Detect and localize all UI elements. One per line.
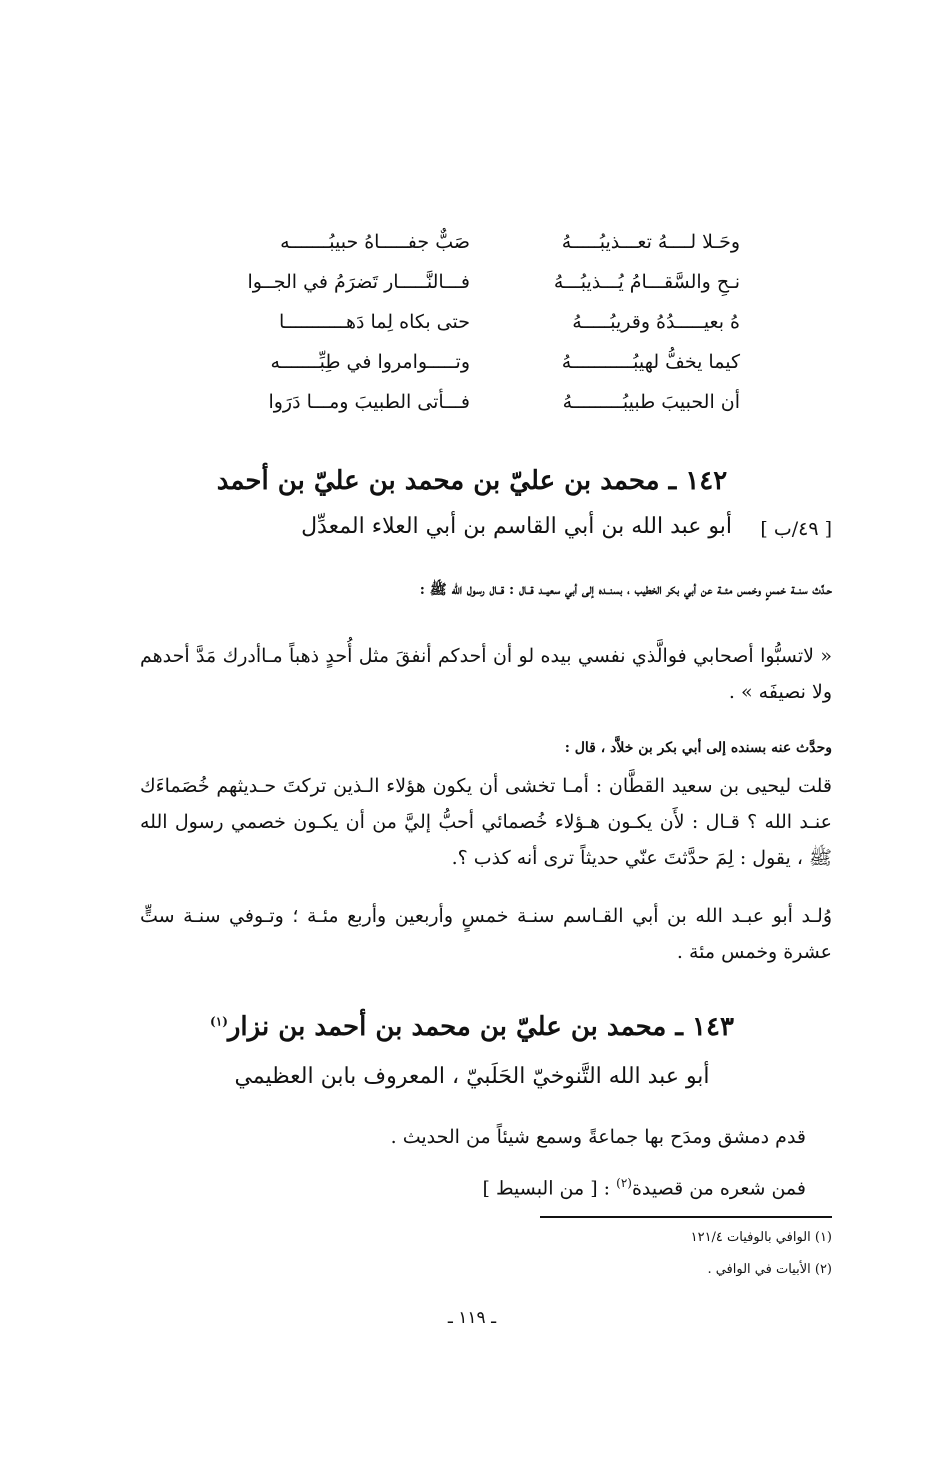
poem-verse xyxy=(240,342,740,382)
verse-first-hemistich: حتى بكاه لِما دَهـــــــــــا xyxy=(278,311,470,333)
page-number: ـ ١١٩ ـ xyxy=(447,1308,497,1328)
footnote-marker-2: (٢) xyxy=(616,1176,632,1190)
entry-142-hadith: « لاتسبُّوا أصحابي فوالَّذي نفسي بيده لو أن أحدكم أنفقَ مثل أُحدٍ ذهباً مـاأدرك مَدَّ أحدهم ولا نصيفَه » . xyxy=(140,645,832,703)
verse-first-hemistich: وتـــــوامروا في طِبِّـــــــه xyxy=(270,351,470,373)
footnote: (١) الوافي بالوفيات ١٢١/٤ xyxy=(690,1230,832,1245)
poem-verse xyxy=(240,382,740,422)
verse-second-hemistich: هُ بعيـــــدُهُ وقريبُـــــهُ xyxy=(572,311,740,333)
poem-verse xyxy=(240,302,740,342)
entry-142-isnad: حـدَّث سنــة خمسٍ وخمس مئــة عن أبي بكر الخطيب ، بسنــده إلى أبي سعيــد قــال : قــال رسول الله ﷺ : xyxy=(419,582,832,598)
footnote: (٢) الأبيات في الوافي . xyxy=(707,1262,832,1277)
verse-first-hemistich: فـــأتى الطبيبَ ومـــا دَرَوا xyxy=(268,391,470,413)
verse-second-hemistich: نـحِ والسَّقـــامُ يُـــذيبُـــهُ xyxy=(553,271,740,293)
entry-143-heading-text: ١٤٣ ـ محمد بن عليّ بن محمد بن أحمد بن نزار xyxy=(227,1012,734,1042)
entry-143-heading xyxy=(120,1012,824,1042)
manuscript-folio-ref: [ ٤٩/ب ] xyxy=(760,518,832,540)
poem-meter: : [ من البسيط ] xyxy=(482,1177,617,1200)
footnote-divider xyxy=(540,1216,832,1218)
verse-first-hemistich: فـــالنَّـــــار تَضرَمُ في الجــوا xyxy=(247,271,470,293)
verse-second-hemistich: أن الحبيبَ طبيبُـــــــــهُ xyxy=(562,391,740,413)
poem-intro-text: فمن شعره من قصيدة xyxy=(631,1177,806,1200)
verse-second-hemistich: كيما يخفُّ لهيبُـــــــــــهُ xyxy=(561,351,740,373)
entry-142-birth-death: وُلـد أبو عبـد الله بن أبي القـاسم سنـة خمسٍ وأربعين وأربع مئـة ؛ وتـوفي سنـة ستٍّ عشرة وخمس مئة . xyxy=(140,905,832,963)
poem-verse xyxy=(240,222,740,262)
poem-block xyxy=(240,222,740,422)
entry-143-subheading: أبو عبد الله التَّنوخيّ الحَلَبيّ ، المعروف بابن العظيمي xyxy=(234,1064,710,1089)
verse-second-hemistich: وحَـلا لــــهُ تعـــذيبُـــــهُ xyxy=(561,231,740,253)
entry-142-subheading: أبو عبد الله بن أبي القاسم بن أبي العلاء المعدِّل xyxy=(301,514,732,539)
verse-first-hemistich: صَبٌّ جفـــــاهُ حبيبُـــــــه xyxy=(280,231,470,253)
entry-143-poem-intro xyxy=(483,1176,806,1199)
entry-143-text: قدم دمشق ومدَح بها جماعةً وسمع شيئاً من الحديث . xyxy=(390,1126,806,1148)
entry-142-story: قلت ليحيى بن سعيد القطَّان : أمـا تخشى أن يكون هؤلاء الـذين تركتَ حـديثهم خُصَماءَك عنـد الله ؟ قـال : لأَن يكـون هـؤلاء خُصمائي أحبُّ إليَّ من أن يكـون خصمي رسول الله ﷺ ، يقول : لِمَ حدَّثتَ عنّي حديثاً ترى أنه كذب ؟. xyxy=(140,775,832,869)
poem-verse xyxy=(240,262,740,302)
entry-142-heading: ١٤٢ ـ محمد بن عليّ بن محمد بن عليّ بن أحمد xyxy=(216,466,728,496)
entry-142-isnad-2: وحدَّث عنه بسنده إلى أبي بكر بن خلاَّد ، قال : xyxy=(564,740,832,756)
footnote-marker-1: (١) xyxy=(210,1014,228,1029)
